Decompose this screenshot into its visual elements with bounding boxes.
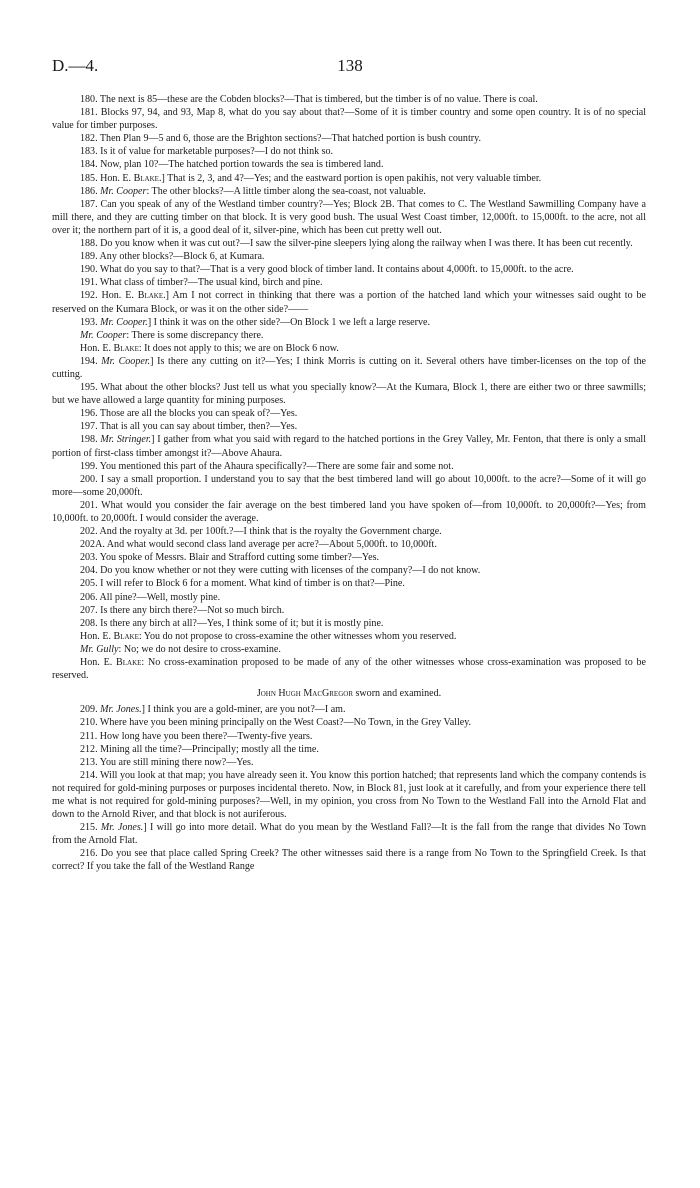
testimony-paragraph: [52, 93, 646, 106]
testimony-paragraph: [52, 263, 646, 276]
paragraph-text: 210. Where have you been mining principally on the West Coast?—No Town, in the Grey Valley.: [80, 717, 472, 729]
testimony-paragraph: [52, 329, 646, 342]
testimony-paragraph: [52, 656, 646, 682]
testimony-paragraph: [52, 538, 646, 551]
paragraph-text: 206. All pine?—Well, mostly pine.: [80, 591, 221, 603]
testimony-paragraph: [52, 407, 646, 420]
speaker-name: Mr. Stringer.: [100, 434, 152, 446]
witness-heading: [52, 687, 646, 700]
testimony-paragraph: [52, 743, 646, 756]
paragraph-text: 183. Is it of value for marketable purposes?—I do not think so.: [80, 146, 334, 158]
name-small-caps: John Hugh MacGregor: [256, 688, 353, 700]
testimony-paragraph: [52, 289, 646, 315]
testimony-paragraph: [52, 158, 646, 171]
speaker-name: Mr. Gully: [80, 643, 119, 655]
testimony-paragraph: [52, 276, 646, 289]
testimony-paragraph: [52, 381, 646, 407]
paragraph-text: 188. Do you know when it was cut out?—I saw the silver-pine sleepers lying along the railway when I was there. It has been cut recently.: [80, 238, 633, 250]
testimony-paragraph: [52, 551, 646, 564]
document-body: [52, 93, 646, 874]
testimony-paragraph: [52, 237, 646, 250]
testimony-paragraph: [52, 577, 646, 590]
paragraph-text: 193.: [80, 316, 101, 328]
name-small-caps: E. Blake.: [125, 290, 166, 302]
paragraph-text: 208. Is there any birch at all?—Yes, I think some of it; but it is mostly pine.: [80, 617, 384, 629]
paragraph-text: ] Am I not correct in thinking that there was a portion of the hatched land which your witnesses said ought to be reserved on the Kumara Block, or was it on the other side?——: [52, 290, 646, 315]
testimony-paragraph: [52, 730, 646, 743]
paragraph-text: 192. Hon.: [80, 290, 126, 302]
paragraph-text: 216. Do you see that place called Spring Creek? The other witnesses said there is a range from No Town to the Springfield Creek. Is that correct? If you take the fall of the Westland Range: [52, 848, 646, 873]
paragraph-text: ] I will go into more detail. What do you mean by the Westland Fall?—It is the fall from the range that divides No Town from the Arnold Flat.: [52, 822, 647, 847]
testimony-paragraph: [52, 185, 646, 198]
testimony-paragraph: [52, 847, 646, 873]
name-small-caps: E. Blake: [102, 630, 139, 642]
paragraph-text: Hon.: [80, 657, 104, 669]
paragraph-text: 211. How long have you been there?—Twenty-five years.: [80, 730, 313, 742]
speaker-name: Mr. Jones.: [100, 704, 142, 716]
paragraph-text: 195. What about the other blocks? Just tell us what you specially know?—At the Kumara, Block 1, there are either two or three sawmills; but we have allowed a large quantity for mining purposes.: [52, 382, 646, 407]
paragraph-text: 189. Any other blocks?—Block 6, at Kumara.: [80, 251, 265, 263]
testimony-paragraph: [52, 250, 646, 263]
page-header: [52, 56, 648, 80]
paragraph-text: 202. And the royalty at 3d. per 100ft.?—I think that is the royalty the Government charge.: [80, 526, 442, 538]
paragraph-text: 191. What class of timber?—The usual kind, birch and pine.: [80, 277, 323, 289]
testimony-paragraph: [52, 643, 646, 656]
paragraph-text: sworn and examined.: [353, 688, 442, 700]
paragraph-text: 213. You are still mining there now?—Yes.: [80, 756, 254, 768]
testimony-paragraph: [52, 198, 646, 237]
paragraph-text: : The other blocks?—A little timber along the sea-coast, not valuable.: [146, 185, 426, 197]
testimony-paragraph: [52, 604, 646, 617]
name-small-caps: E. Blake.: [122, 172, 162, 184]
paragraph-text: 200. I say a small proportion. I understand you to say that the best timbered land will go about 10,000ft. to the acre?—Some of it will go more—some 20,000ft.: [52, 473, 646, 498]
paragraph-text: : You do not propose to cross-examine the other witnesses whom you reserved.: [138, 630, 457, 642]
paragraph-text: 203. You spoke of Messrs. Blair and Strafford cutting some timber?—Yes.: [80, 552, 380, 564]
testimony-paragraph: [52, 473, 646, 499]
paragraph-text: 180. The next is 85—these are the Cobden blocks?—That is timbered, but the timber is of no value. There is coal.: [80, 94, 538, 105]
testimony-paragraph: [52, 591, 646, 604]
speaker-name: Mr. Cooper.: [100, 316, 148, 328]
paragraph-text: : It does not apply to this; we are on Block 6 now.: [138, 342, 339, 354]
testimony-paragraph: [52, 460, 646, 473]
paragraph-text: 182. Then Plan 9—5 and 6, those are the Brighton sections?—That hatched portion is bush country.: [80, 133, 481, 145]
speaker-name: Mr. Jones.: [100, 822, 144, 834]
testimony-paragraph: [52, 145, 646, 158]
testimony-paragraph: [52, 499, 646, 525]
testimony-paragraph: [52, 564, 646, 577]
paragraph-text: ] Is there any cutting on it?—Yes; I think Morris is cutting on it. Several others have timber-licenses on the top of the cutting.: [52, 355, 647, 380]
testimony-paragraph: [52, 172, 646, 185]
testimony-paragraph: [52, 716, 646, 729]
testimony-paragraph: [52, 420, 646, 433]
paragraph-text: 205. I will refer to Block 6 for a moment. What kind of timber is on that?—Pine.: [80, 578, 405, 590]
page-number: 138: [337, 56, 363, 75]
paragraph-text: 201. What would you consider the fair average on the best timbered land you have spoken of—from 10,000ft. to 20,000ft?—Yes; from 10,000ft. to 20,000ft. I would consider the average.: [52, 499, 646, 524]
paragraph-text: 204. Do you know whether or not they were cutting with licenses of the company?—I do not know.: [80, 565, 481, 577]
paragraph-text: 194.: [80, 355, 102, 367]
paragraph-text: 212. Mining all the time?—Principally; mostly all the time.: [80, 743, 319, 755]
testimony-paragraph: [52, 316, 646, 329]
paragraph-text: Hon.: [80, 630, 103, 642]
paragraph-text: 185. Hon.: [80, 172, 123, 184]
testimony-paragraph: [52, 525, 646, 538]
paragraph-text: 184. Now, plan 10?—The hatched portion towards the sea is timbered land.: [80, 159, 384, 171]
paragraph-text: 187. Can you speak of any of the Westland timber country?—Yes; Block 2B. That comes to C. The Westland Sawmilling Company have a mill there, and they are cutting timber on that block. It is very good bush. The usual West Coast timber, 12,000ft. to 15,000ft. to the acre, not all over it; the northern part of it is, a good deal of it, silver-pine, which has been cut pretty well out.: [52, 198, 646, 236]
paragraph-text: 186.: [80, 185, 101, 197]
paragraph-text: : No cross-examination proposed to be made of any of the other witnesses whose cross-examination was proposed to be reserved.: [52, 657, 647, 682]
paragraph-text: : No; we do not desire to cross-examine.: [118, 643, 281, 655]
testimony-paragraph: [52, 821, 646, 847]
testimony-paragraph: [52, 703, 646, 716]
paragraph-text: 215.: [80, 822, 101, 834]
paragraph-text: 209.: [80, 704, 101, 716]
paragraph-text: 199. You mentioned this part of the Ahaura specifically?—There are some fair and some not.: [80, 460, 454, 472]
paragraph-text: 214. Will you look at that map; you have already seen it. You know this portion hatched; that represents land which the company contends is not required for gold-mining purposes or purposes incidental thereto. Now, in Block 81, just look at it carefully, and from your experience there tell me what is not required for gold-mining purposes?—Well, in my opinion, you cross from No Town to the Westland Fall into the Arnold Flat and down to the Arnold River, and that block is not auriferous.: [52, 769, 646, 821]
testimony-paragraph: [52, 433, 646, 459]
paragraph-text: 202A. And what would second class land average per acre?—About 5,000ft. to 10,000ft.: [80, 539, 437, 551]
name-small-caps: E. Blake: [102, 342, 139, 354]
paragraph-text: 198.: [80, 434, 101, 446]
speaker-name: Mr. Cooper.: [101, 355, 151, 367]
testimony-paragraph: [52, 769, 646, 821]
document-reference: D.—4.: [52, 56, 99, 75]
paragraph-text: ] I think you are a gold-miner, are you not?—I am.: [141, 704, 346, 716]
paragraph-text: 197. That is all you can say about timber, then?—Yes.: [80, 421, 298, 433]
testimony-paragraph: [52, 342, 646, 355]
speaker-name: Mr. Cooper: [80, 329, 127, 341]
paragraph-text: 190. What do you say to that?—That is a very good block of timber land. It contains about 4,000ft. to 15,000ft. to the acre.: [80, 264, 574, 276]
speaker-name: Mr. Cooper: [100, 185, 147, 197]
testimony-paragraph: [52, 617, 646, 630]
paragraph-text: 207. Is there any birch there?—Not so much birch.: [80, 604, 285, 616]
paragraph-text: ] That is 2, 3, and 4?—Yes; and the eastward portion is open pakihis, not very valuable timber.: [161, 172, 542, 184]
paragraph-text: ] I think it was on the other side?—On Block 1 we left a large reserve.: [147, 316, 430, 328]
testimony-paragraph: [52, 630, 646, 643]
testimony-paragraph: [52, 132, 646, 145]
paragraph-text: ] I gather from what you said with regard to the hatched portions in the Grey Valley, Mr. Fenton, that there is only a small portion of first-class timber amongst it?—Above Ahaura.: [52, 434, 646, 459]
paragraph-text: 196. Those are all the blocks you can speak of?—Yes.: [80, 408, 298, 420]
testimony-paragraph: [52, 106, 646, 132]
paragraph-text: 181. Blocks 97, 94, and 93, Map 8, what do you say about that?—Some of it is timber country and some open country. It is of no special value for timber purposes.: [52, 107, 646, 132]
paragraph-text: : There is some discrepancy there.: [126, 329, 264, 341]
name-small-caps: E. Blake: [103, 657, 142, 669]
testimony-paragraph: [52, 756, 646, 769]
paragraph-text: Hon.: [80, 342, 103, 354]
testimony-paragraph: [52, 355, 646, 381]
